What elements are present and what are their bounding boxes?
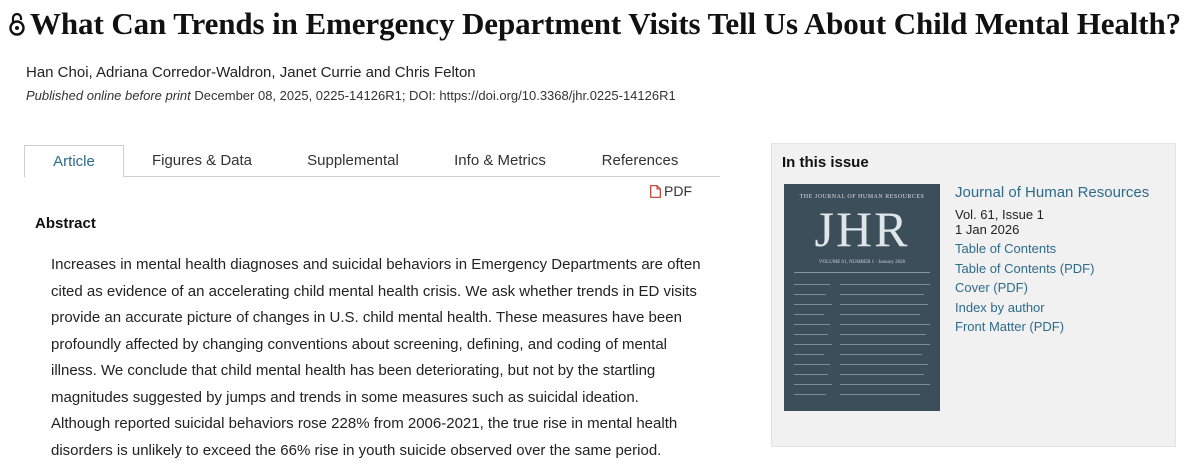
abstract-text: Increases in mental health diagnoses and suicidal behaviors in Emergency Departments are often cited as evidence of an accelerating child mental health crisis. We ask whether trends in ED visits provide an accurate picture of changes in U.S. child mental health. These measures have been profoundly affected by changing conventions about screening, defining, and coding of mental illness. We conclude that child mental health has been deteriorating, but not by the startling magnitudes suggested by jumps and trends in some measures such as suicidal ideation. Although reported suicidal behaviors rose 228% from 2006-2021, the true rise in mental health disorders is unlikely to exceed the 66% rise in youth suicide observed over the same period.: [51, 256, 701, 459]
issue-volume: Vol. 61, Issue 1: [955, 207, 1044, 222]
tab-info-metrics[interactable]: Info & Metrics: [454, 152, 546, 169]
open-access-icon: [8, 10, 26, 38]
pdf-link[interactable]: [650, 183, 692, 199]
published-detail: December 08, 2025, 0225-14126R1; DOI: https://doi.org/10.3368/jhr.0225-14126R1: [190, 88, 676, 103]
index-by-author-link[interactable]: Index by author: [955, 300, 1045, 315]
sidebar-heading: In this issue: [782, 154, 869, 171]
table-of-contents-link[interactable]: Table of Contents: [955, 241, 1057, 256]
table-of-contents-pdf-link[interactable]: Table of Contents (PDF): [955, 261, 1095, 276]
journal-name-link[interactable]: Journal of Human Resources: [955, 184, 1150, 201]
cover-masthead: THE JOURNAL OF HUMAN RESOURCES: [799, 194, 925, 200]
cover-logo: JHR: [814, 201, 910, 257]
cover-pdf-link[interactable]: Cover (PDF): [955, 280, 1028, 295]
article-authors: Han Choi, Adriana Corredor-Waldron, Janet Currie and Chris Felton: [26, 64, 476, 81]
article-tabs: [24, 145, 720, 177]
pdf-file-icon: [650, 185, 661, 198]
tab-figures-data[interactable]: Figures & Data: [151, 152, 253, 169]
in-this-issue-panel: [771, 143, 1176, 447]
tab-article[interactable]: Article: [24, 145, 124, 178]
article-title: What Can Trends in Emergency Department Visits Tell Us About Child Mental Health?: [30, 6, 1182, 41]
issue-cover-image[interactable]: [784, 184, 940, 411]
tab-references[interactable]: References: [601, 152, 679, 169]
title-row: [8, 6, 1181, 42]
publication-line: [26, 88, 676, 103]
issue-date: 1 Jan 2026: [955, 222, 1020, 237]
cover-volume: VOLUME 61, NUMBER 1 · January 2026: [818, 260, 906, 265]
abstract-heading: Abstract: [35, 215, 96, 232]
tab-supplemental[interactable]: Supplemental: [307, 152, 399, 169]
pdf-label: PDF: [664, 183, 692, 199]
cover-divider: [794, 272, 930, 273]
published-label: Published online before print: [26, 88, 191, 103]
front-matter-pdf-link[interactable]: Front Matter (PDF): [955, 319, 1065, 334]
